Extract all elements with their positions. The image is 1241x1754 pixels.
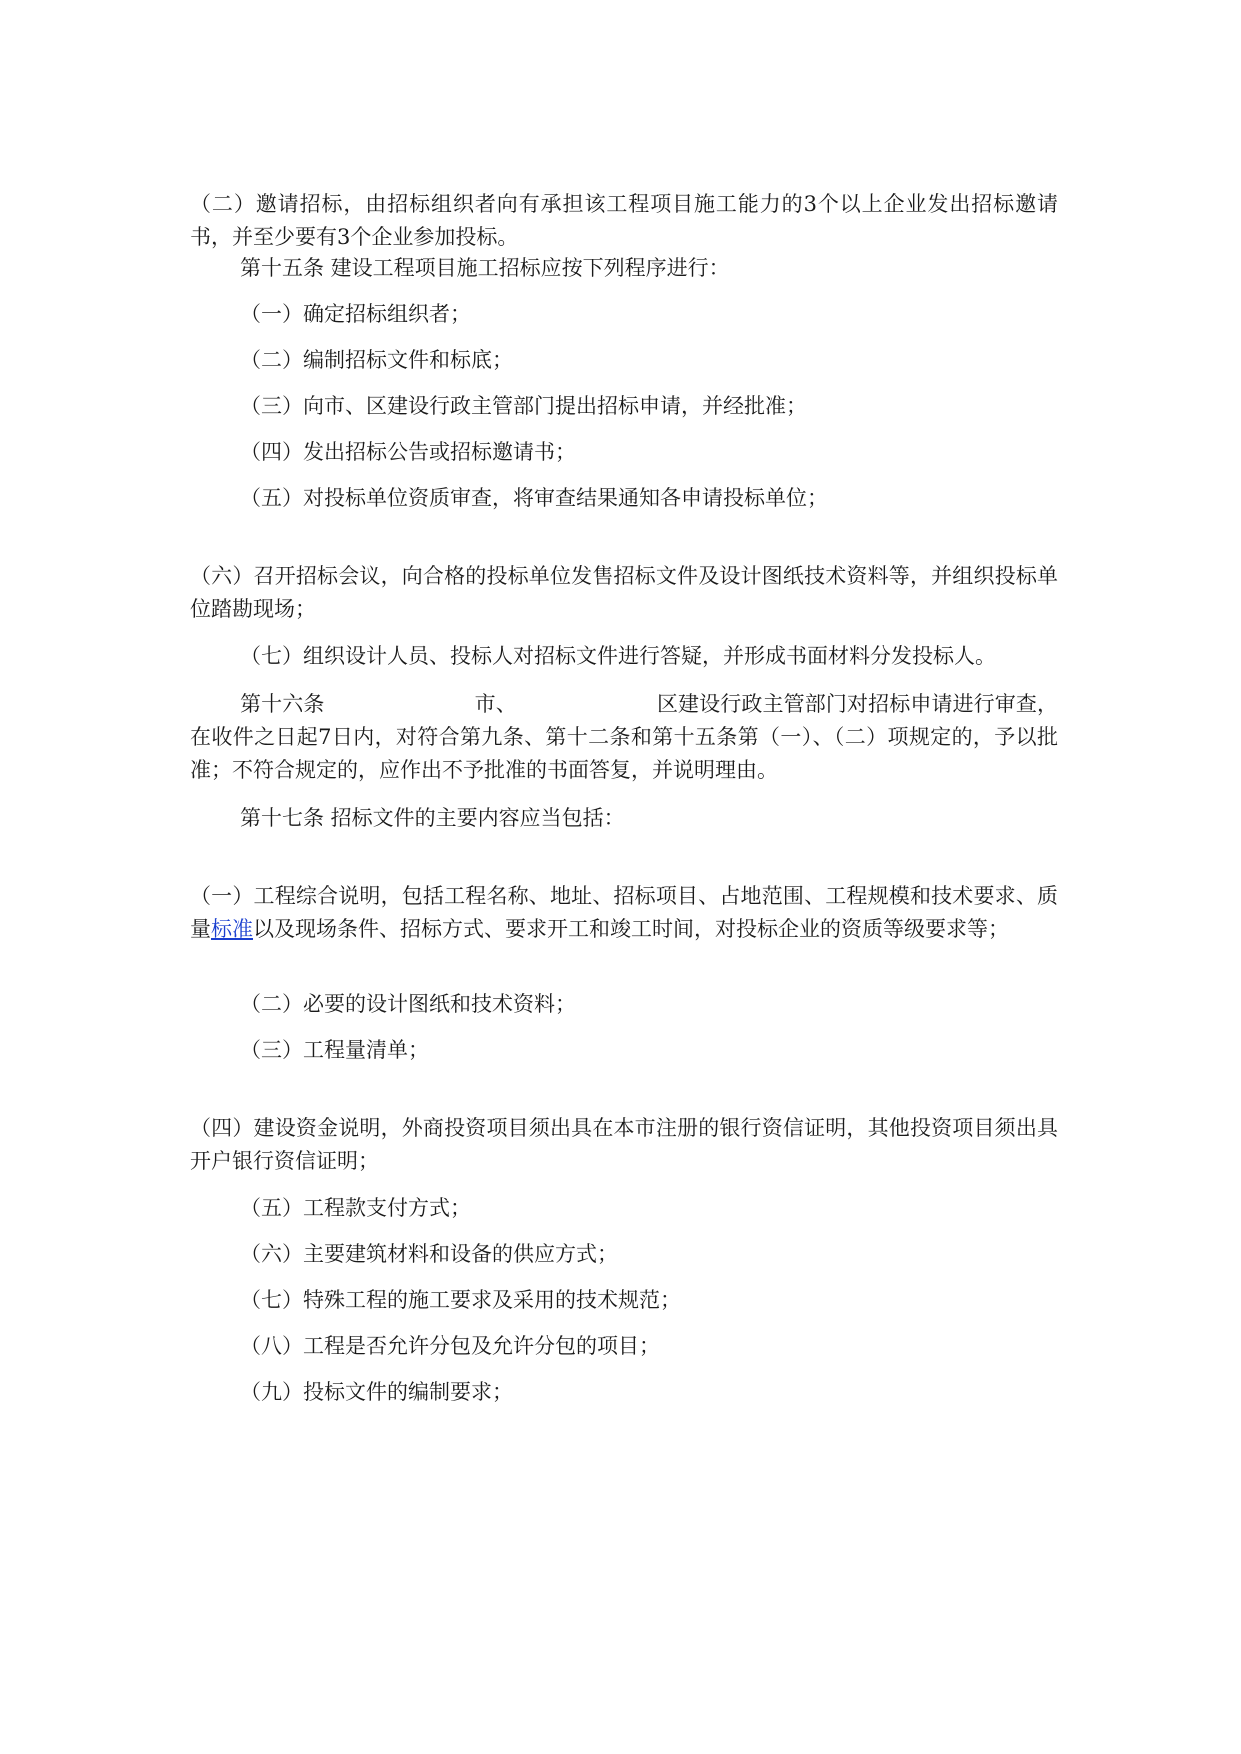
list-item: （三）向市、区建设行政主管部门提出招标申请，并经批准； [240, 394, 807, 418]
list-item: （四）发出招标公告或招标邀请书； [240, 440, 576, 464]
list-item: （八）工程是否允许分包及允许分包的项目； [240, 1334, 660, 1358]
list-item: （六）主要建筑材料和设备的供应方式； [240, 1242, 618, 1266]
list-item-text: （一）工程综合说明，包括工程名称、地址、招标项目、占地范围、工程规模和技术要求、质量 [190, 884, 1058, 941]
paragraph-invite-bidding: （二）邀请招标，由招标组织者向有承担该工程项目施工能力的3个以上企业发出招标邀请书，并至少要有3个企业参加投标。 [190, 192, 1058, 249]
list-item: （五）对投标单位资质审查，将审查结果通知各申请投标单位； [240, 486, 828, 510]
list-item: （七）特殊工程的施工要求及采用的技术规范； [240, 1288, 681, 1312]
list-item: （二）编制招标文件和标底； [240, 348, 513, 372]
list-item: （四）建设资金说明，外商投资项目须出具在本市注册的银行资信证明，其他投资项目须出具开户银行资信证明； [190, 1116, 1058, 1173]
list-item: （三）工程量清单； [240, 1038, 429, 1062]
article-16-paragraph [190, 688, 1058, 787]
article-16-body: 区建设行政主管部门对招标申请进行审查，在收件之日起7日内，对符合第九条、第十二条和第十五条第（一）、（二）项规定的，予以批准；不符合规定的，应作出不予批准的书面答复，并说明理由。 [190, 692, 1059, 782]
list-item [190, 880, 1058, 946]
article-15-heading: 第十五条 建设工程项目施工招标应按下列程序进行： [240, 256, 730, 280]
list-item: （六）召开招标会议，向合格的投标单位发售招标文件及设计图纸技术资料等，并组织投标单位踏勘现场； [190, 564, 1058, 621]
list-item: （一）确定招标组织者； [240, 302, 471, 326]
list-item-text: 以及现场条件、招标方式、要求开工和竣工时间，对投标企业的资质等级要求等； [253, 917, 1009, 941]
article-16-number: 第十六条 [240, 692, 325, 716]
article-17-heading: 第十七条 招标文件的主要内容应当包括： [240, 806, 625, 830]
list-item: （九）投标文件的编制要求； [240, 1380, 513, 1404]
list-item: （五）工程款支付方式； [240, 1196, 471, 1220]
article-16-city: 市、 [474, 692, 517, 716]
list-item: （七）组织设计人员、投标人对招标文件进行答疑，并形成书面材料分发投标人。 [240, 644, 996, 668]
standard-link[interactable]: 标准 [211, 917, 253, 941]
list-item: （二）必要的设计图纸和技术资料； [240, 992, 576, 1016]
